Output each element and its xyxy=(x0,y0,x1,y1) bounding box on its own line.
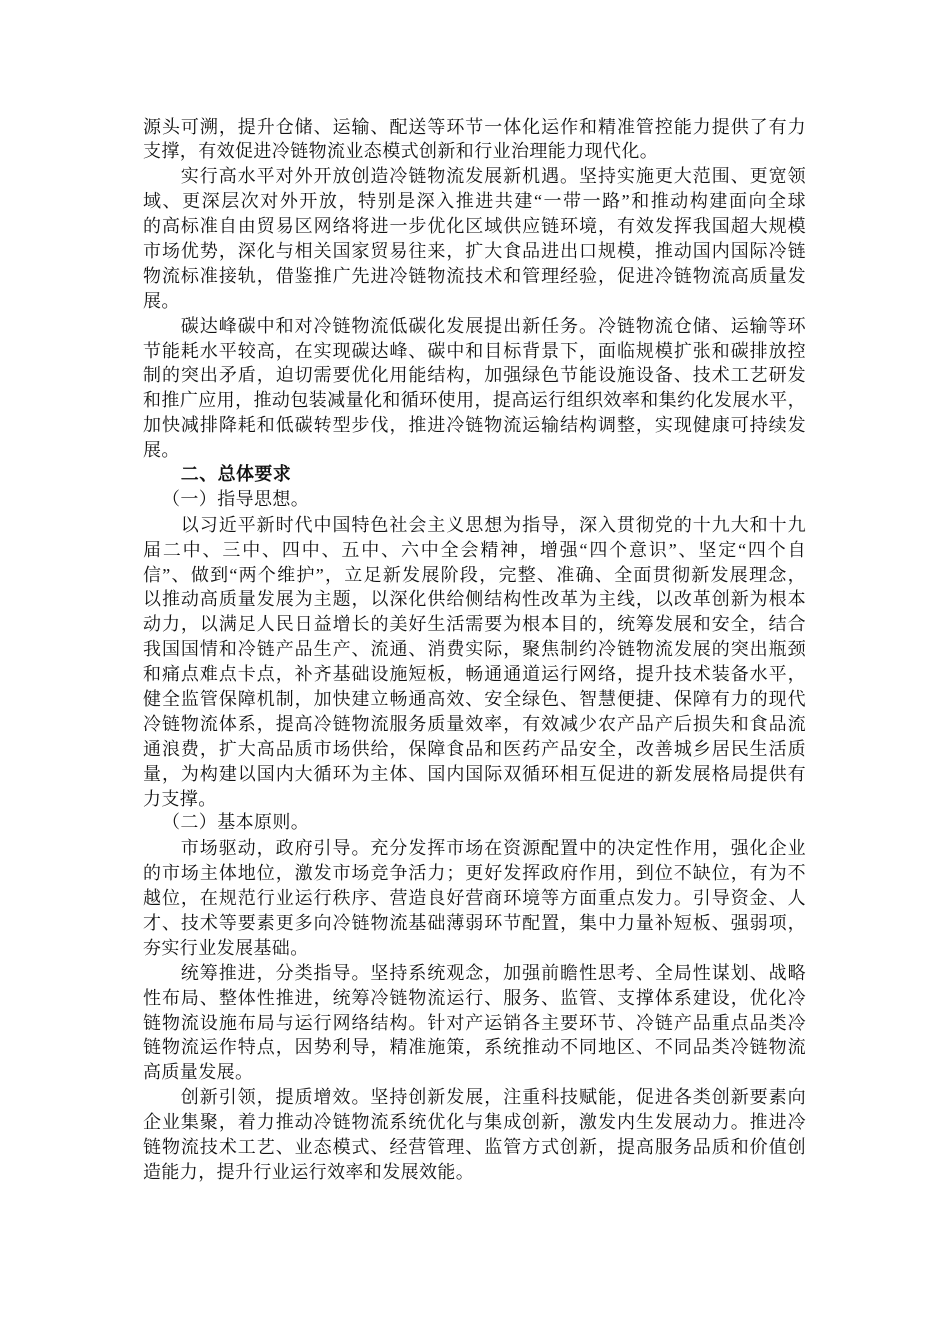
text-line: 源头可溯，提升仓储、运输、配送等环节一体化运作和精准管控能力提供了有力 xyxy=(143,116,806,137)
text-line xyxy=(143,164,806,189)
text-line: 的高标准自由贸易区网络将进一步优化区域供应链环境，有效发挥我国超大规模 xyxy=(143,216,806,237)
text-line: 链物流运作特点，因势利导，精准施策，系统推动不同地区、不同品类冷链物流 xyxy=(143,1037,806,1058)
line-text: 坚持实施更大范围、更宽领 xyxy=(579,166,806,187)
text-line: 健全监管保障机制，加快建立畅通高效、安全绿色、智慧便捷、保障有力的现代 xyxy=(143,688,806,709)
line-text: 坚持系统观念，加强前瞻性思考、全局性谋划、战略 xyxy=(370,962,806,983)
text-line: 市场优势，深化与相关国家贸易往来，扩大食品进出口规模，推动国内国际冷链 xyxy=(143,240,806,261)
paragraph-opening-up xyxy=(143,164,806,313)
text-line xyxy=(143,836,806,861)
paragraph-lead: 统筹推进，分类指导。 xyxy=(180,962,371,984)
text-line: 冷链物流体系，提高冷链物流服务质量效率，有效减少农产品产后损失和食品流 xyxy=(143,713,806,734)
text-line: 物流标准接轨，借鉴推广先进冷链物流技术和管理经验，促进冷链物流高质量发 xyxy=(143,265,806,286)
text-line: 性布局、整体性推进，统筹冷链物流运行、服务、监管、支撑体系建设，优化冷 xyxy=(143,987,806,1008)
line-text: 充分发挥市场在资源配置中的决定性作用，强化企业 xyxy=(370,838,806,859)
text-line: 加快减排降耗和低碳转型步伐，推进冷链物流运输结构调整，实现健康可持续发 xyxy=(143,415,806,436)
text-line: 和痛点难点卡点，补齐基础设施短板，畅通通道运行网络，提升技术装备水平， xyxy=(143,664,806,685)
text-line: 量，为构建以国内大循环为主体、国内国际双循环相互促进的新发展格局提供有 xyxy=(143,763,806,784)
text-line: 信”、做到“两个维护”，立足新发展阶段，完整、准确、全面贯彻新发展理念， xyxy=(143,564,806,585)
text-line: 造能力，提升行业运行效率和发展效能。 xyxy=(143,1161,475,1182)
paragraph-lead: 市场驱动，政府引导。 xyxy=(180,838,371,860)
text-line: 和推广应用，推动包装减量化和循环使用，提高运行组织效率和集约化发展水平， xyxy=(143,390,806,411)
paragraph-lead: 创新引领，提质增效。 xyxy=(180,1087,371,1109)
subsection-heading-guiding: （一）指导思想。 xyxy=(162,488,310,510)
text-line: 以推动高质量发展为主题，以深化供给侧结构性改革为主线，以改革创新为根本 xyxy=(143,589,806,610)
line-text: 冷链物流仓储、运输等环 xyxy=(597,315,806,336)
text-line: 才、技术等要素更多向冷链物流基础薄弱环节配置，集中力量补短板、强弱项， xyxy=(143,913,806,933)
paragraph-continuation xyxy=(143,115,806,165)
text-line: 域、更深层次对外开放，特别是深入推进共建“一带一路”和推动构建面向全球 xyxy=(143,191,806,212)
paragraph-principle-innovation xyxy=(143,1085,806,1185)
text-line: 力支撑。 xyxy=(143,788,217,809)
text-line: 动力，以满足人民日益增长的美好生活需要为根本目的，统筹发展和安全，结合 xyxy=(143,614,806,635)
paragraph-lead: 碳达峰碳中和对冷链物流低碳化发展提出新任务。 xyxy=(180,315,598,337)
paragraph-principle-coordination xyxy=(143,961,806,1085)
text-line xyxy=(143,1085,806,1110)
text-line: 链物流设施布局与运行网络结构。针对产运销各主要环节、冷链产品重点品类冷 xyxy=(143,1012,806,1033)
document-body xyxy=(143,115,806,1185)
paragraph-principle-market xyxy=(143,836,806,960)
paragraph-carbon xyxy=(143,314,806,463)
text-line: 制的突出矛盾，迫切需要优化用能结构，加强绿色节能设施设备、技术工艺研发 xyxy=(143,365,806,386)
text-line: 展。 xyxy=(143,440,180,461)
paragraph-lead: 实行高水平对外开放创造冷链物流发展新机遇。 xyxy=(180,166,579,188)
section-heading: 二、总体要求 xyxy=(180,463,292,485)
text-line: 夯实行业发展基础。 xyxy=(143,937,309,958)
text-line: 链物流技术工艺、业态模式、经营管理、监管方式创新，提高服务品质和价值创 xyxy=(143,1137,806,1158)
text-line: 高质量发展。 xyxy=(143,1062,254,1083)
subsection-heading-principles: （二）基本原则。 xyxy=(162,812,310,834)
text-line: 展。 xyxy=(143,290,180,311)
text-line: 越位，在规范行业运行秩序、营造良好营商环境等方面重点发力。引导资金、人 xyxy=(143,888,806,909)
text-line xyxy=(143,314,806,339)
text-line: 企业集聚，着力推动冷链物流系统优化与集成创新，激发内生发展动力。推进冷 xyxy=(143,1112,806,1133)
paragraph-guiding-thought xyxy=(143,513,806,812)
text-line: 节能耗水平较高，在实现碳达峰、碳中和目标背景下，面临规模扩张和碳排放控 xyxy=(143,340,806,361)
text-line: 支撑，有效促进冷链物流业态模式创新和行业治理能力现代化。 xyxy=(143,141,659,162)
text-line: 通浪费，扩大高品质市场供给，保障食品和医药产品安全，改善城乡居民生活质 xyxy=(143,738,806,759)
text-line xyxy=(143,961,806,986)
text-line: 的市场主体地位，激发市场竞争活力；更好发挥政府作用，到位不缺位，有为不 xyxy=(143,863,806,884)
line-text: 坚持创新发展，注重科技赋能，促进各类创新要素向 xyxy=(370,1087,806,1108)
text-line: 以习近平新时代中国特色社会主义思想为指导，深入贯彻党的十九大和十九 xyxy=(180,514,806,535)
text-line: 届二中、三中、四中、五中、六中全会精神，增强“四个意识”、坚定“四个自 xyxy=(143,539,806,560)
text-line: 我国国情和冷链产品生产、流通、消费实际，聚焦制约冷链物流发展的突出瓶颈 xyxy=(143,639,806,660)
